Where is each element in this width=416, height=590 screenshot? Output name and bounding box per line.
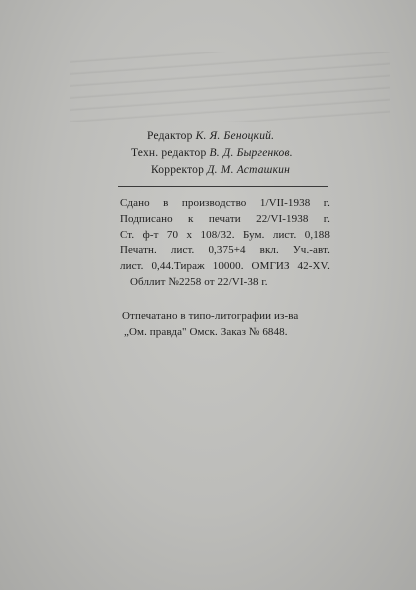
editor-line — [147, 128, 416, 145]
show-through-texture — [70, 52, 390, 122]
imprint-line: Ст. ф-т 70 х 108/32. Бум. лист. 0,188 — [120, 228, 330, 241]
tech-editor-role: Техн. редактор — [131, 147, 207, 159]
tech-editor-line — [131, 145, 416, 162]
divider-rule — [118, 186, 328, 187]
editor-role: Редактор — [147, 130, 193, 142]
credits-block — [0, 128, 416, 179]
corrector-role: Корректор — [151, 164, 205, 176]
imprint-line: Обллит №2258 от 22/VI-38 г. — [130, 275, 268, 288]
imprint-line: Печатн. лист. 0,375+4 вкл. Уч.-авт. — [120, 244, 330, 257]
imprint-line: лист. 0,44.Тираж 10000. ОМГИЗ 42-XV. — [120, 260, 330, 273]
printer-block — [120, 308, 332, 340]
imprint-block — [120, 196, 330, 291]
editor-name: К. Я. Беноцкий. — [195, 130, 275, 142]
imprint-line: Подписано к печати 22/VI-1938 г. — [120, 212, 330, 225]
imprint-line: Сдано в производство 1/VII-1938 г. — [120, 197, 330, 209]
printer-line: Отпечатано в типо-литографии из-ва — [122, 310, 299, 322]
printer-line: „Ом. правда" Омск. Заказ № 6848. — [124, 326, 288, 338]
corrector-line — [151, 162, 416, 179]
tech-editor-name: В. Д. Быргенков. — [209, 147, 293, 159]
corrector-name: Д. М. Асташкин — [207, 164, 291, 176]
